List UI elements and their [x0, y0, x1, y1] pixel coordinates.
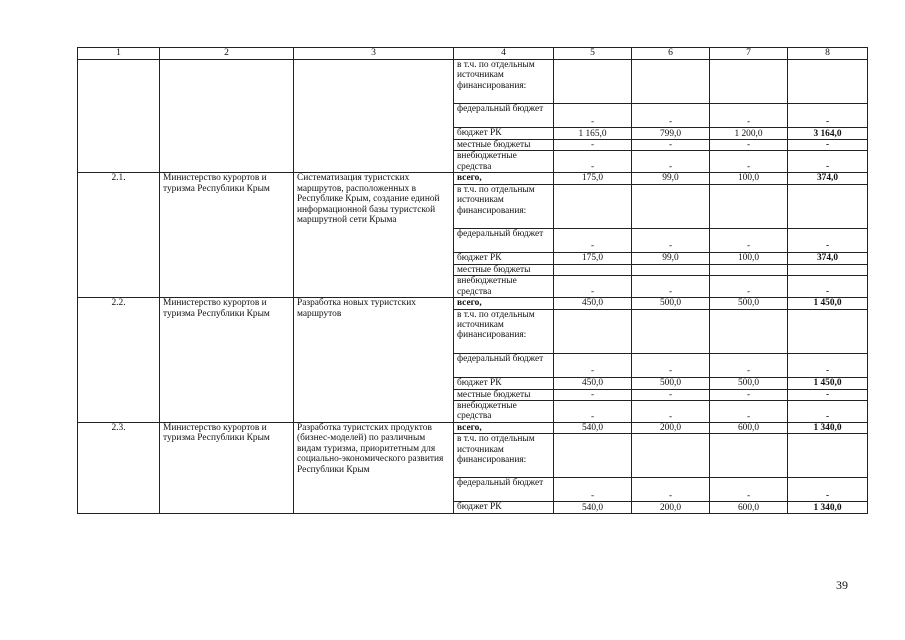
year-value-cell: [710, 309, 788, 353]
year-value-cell: 450,0: [554, 298, 632, 309]
total-value-cell: -: [788, 478, 868, 502]
year-value-cell: 99,0: [632, 173, 710, 184]
year-value-cell: -: [554, 228, 632, 252]
year-value-cell: -: [554, 401, 632, 423]
year-value-cell: 175,0: [554, 252, 632, 264]
source-label-cell: внебюджетные средства: [454, 401, 554, 423]
column-number-header: 7: [710, 48, 788, 60]
financing-table: [77, 47, 868, 514]
year-value-cell: [632, 60, 710, 104]
year-value-cell: -: [710, 276, 788, 298]
year-value-cell: -: [554, 353, 632, 377]
source-label-cell: всего,: [454, 423, 554, 434]
column-number-header: 1: [78, 48, 160, 60]
total-value-cell: 3 164,0: [788, 128, 868, 140]
year-value-cell: -: [632, 401, 710, 423]
year-value-cell: 799,0: [632, 128, 710, 140]
executor-cell: [160, 60, 294, 173]
source-label-cell: федеральный бюджет: [454, 353, 554, 377]
year-value-cell: [554, 60, 632, 104]
year-value-cell: -: [554, 276, 632, 298]
source-label-cell: местные бюджеты: [454, 140, 554, 151]
year-value-cell: 175,0: [554, 173, 632, 184]
year-value-cell: 540,0: [554, 423, 632, 434]
source-label-cell: местные бюджеты: [454, 264, 554, 275]
year-value-cell: [632, 434, 710, 478]
activity-cell: Разработка туристских продуктов (бизнес-моделей) по различным видам туризма, приоритетным для социально-экономического развития Республики Крым: [294, 423, 454, 514]
total-value-cell: -: [788, 389, 868, 400]
year-value-cell: -: [710, 353, 788, 377]
source-label-cell: всего,: [454, 298, 554, 309]
activity-cell: Разработка новых туристских маршрутов: [294, 298, 454, 423]
year-value-cell: -: [632, 140, 710, 151]
year-value-cell: -: [632, 478, 710, 502]
year-value-cell: 200,0: [632, 423, 710, 434]
year-value-cell: 1 200,0: [710, 128, 788, 140]
table-row: [78, 60, 868, 104]
item-number-cell: 2.1.: [78, 173, 160, 298]
source-label-cell: федеральный бюджет: [454, 478, 554, 502]
year-value-cell: 99,0: [632, 252, 710, 264]
year-value-cell: -: [710, 151, 788, 173]
total-value-cell: 374,0: [788, 173, 868, 184]
year-value-cell: -: [632, 151, 710, 173]
column-number-header: 3: [294, 48, 454, 60]
year-value-cell: -: [710, 389, 788, 400]
year-value-cell: [710, 264, 788, 275]
year-value-cell: [632, 309, 710, 353]
page-number: 39: [836, 578, 848, 592]
total-value-cell: [788, 60, 868, 104]
column-number-header: 5: [554, 48, 632, 60]
table-row: [78, 423, 868, 434]
year-value-cell: -: [710, 140, 788, 151]
total-value-cell: 1 340,0: [788, 502, 868, 514]
source-label-cell: в т.ч. по отдельным источникам финансирования:: [454, 309, 554, 353]
year-value-cell: 500,0: [632, 377, 710, 389]
year-value-cell: -: [554, 140, 632, 151]
table-row: [78, 173, 868, 184]
year-value-cell: -: [554, 151, 632, 173]
year-value-cell: -: [632, 389, 710, 400]
year-value-cell: -: [632, 228, 710, 252]
year-value-cell: -: [710, 401, 788, 423]
column-number-header: 6: [632, 48, 710, 60]
executor-cell: Министерство курортов и туризма Республики Крым: [160, 298, 294, 423]
column-number-header: 2: [160, 48, 294, 60]
column-number-header: 8: [788, 48, 868, 60]
total-value-cell: -: [788, 353, 868, 377]
total-value-cell: [788, 184, 868, 228]
year-value-cell: 100,0: [710, 173, 788, 184]
total-value-cell: -: [788, 140, 868, 151]
year-value-cell: -: [710, 104, 788, 128]
source-label-cell: всего,: [454, 173, 554, 184]
total-value-cell: [788, 434, 868, 478]
year-value-cell: -: [632, 104, 710, 128]
year-value-cell: -: [554, 104, 632, 128]
year-value-cell: [632, 264, 710, 275]
total-value-cell: 1 450,0: [788, 298, 868, 309]
total-value-cell: 374,0: [788, 252, 868, 264]
item-number-cell: 2.2.: [78, 298, 160, 423]
source-label-cell: внебюджетные средства: [454, 276, 554, 298]
year-value-cell: 1 165,0: [554, 128, 632, 140]
activity-cell: [294, 60, 454, 173]
year-value-cell: 500,0: [710, 298, 788, 309]
year-value-cell: 500,0: [710, 377, 788, 389]
year-value-cell: [632, 184, 710, 228]
year-value-cell: [554, 309, 632, 353]
year-value-cell: 600,0: [710, 502, 788, 514]
source-label-cell: бюджет РК: [454, 252, 554, 264]
year-value-cell: -: [632, 276, 710, 298]
number-cell: [78, 60, 160, 173]
total-value-cell: -: [788, 276, 868, 298]
total-value-cell: [788, 309, 868, 353]
year-value-cell: [710, 184, 788, 228]
year-value-cell: 100,0: [710, 252, 788, 264]
executor-cell: Министерство курортов и туризма Республики Крым: [160, 423, 294, 514]
total-value-cell: -: [788, 151, 868, 173]
year-value-cell: 500,0: [632, 298, 710, 309]
source-label-cell: бюджет РК: [454, 128, 554, 140]
source-label-cell: в т.ч. по отдельным источникам финансирования:: [454, 434, 554, 478]
total-value-cell: -: [788, 228, 868, 252]
year-value-cell: [710, 434, 788, 478]
item-number-cell: 2.3.: [78, 423, 160, 514]
source-label-cell: федеральный бюджет: [454, 104, 554, 128]
total-value-cell: -: [788, 401, 868, 423]
year-value-cell: -: [632, 353, 710, 377]
total-value-cell: 1 450,0: [788, 377, 868, 389]
year-value-cell: 600,0: [710, 423, 788, 434]
year-value-cell: [710, 60, 788, 104]
activity-cell: Систематизация туристских маршрутов, расположенных в Республике Крым, создание единой информационной базы туристской маршрутной сети Крыма: [294, 173, 454, 298]
source-label-cell: бюджет РК: [454, 377, 554, 389]
table-row: [78, 298, 868, 309]
year-value-cell: -: [554, 389, 632, 400]
year-value-cell: [554, 264, 632, 275]
year-value-cell: -: [710, 478, 788, 502]
year-value-cell: [554, 434, 632, 478]
executor-cell: Министерство курортов и туризма Республики Крым: [160, 173, 294, 298]
total-value-cell: 1 340,0: [788, 423, 868, 434]
year-value-cell: 450,0: [554, 377, 632, 389]
year-value-cell: [554, 184, 632, 228]
year-value-cell: -: [554, 478, 632, 502]
total-value-cell: [788, 264, 868, 275]
source-label-cell: местные бюджеты: [454, 389, 554, 400]
source-label-cell: внебюджетные средства: [454, 151, 554, 173]
column-number-header: 4: [454, 48, 554, 60]
source-label-cell: бюджет РК: [454, 502, 554, 514]
year-value-cell: -: [710, 228, 788, 252]
year-value-cell: 540,0: [554, 502, 632, 514]
source-label-cell: федеральный бюджет: [454, 228, 554, 252]
source-label-cell: в т.ч. по отдельным источникам финансирования:: [454, 184, 554, 228]
year-value-cell: 200,0: [632, 502, 710, 514]
header-row: [78, 48, 868, 60]
total-value-cell: -: [788, 104, 868, 128]
source-label-cell: в т.ч. по отдельным источникам финансирования:: [454, 60, 554, 104]
